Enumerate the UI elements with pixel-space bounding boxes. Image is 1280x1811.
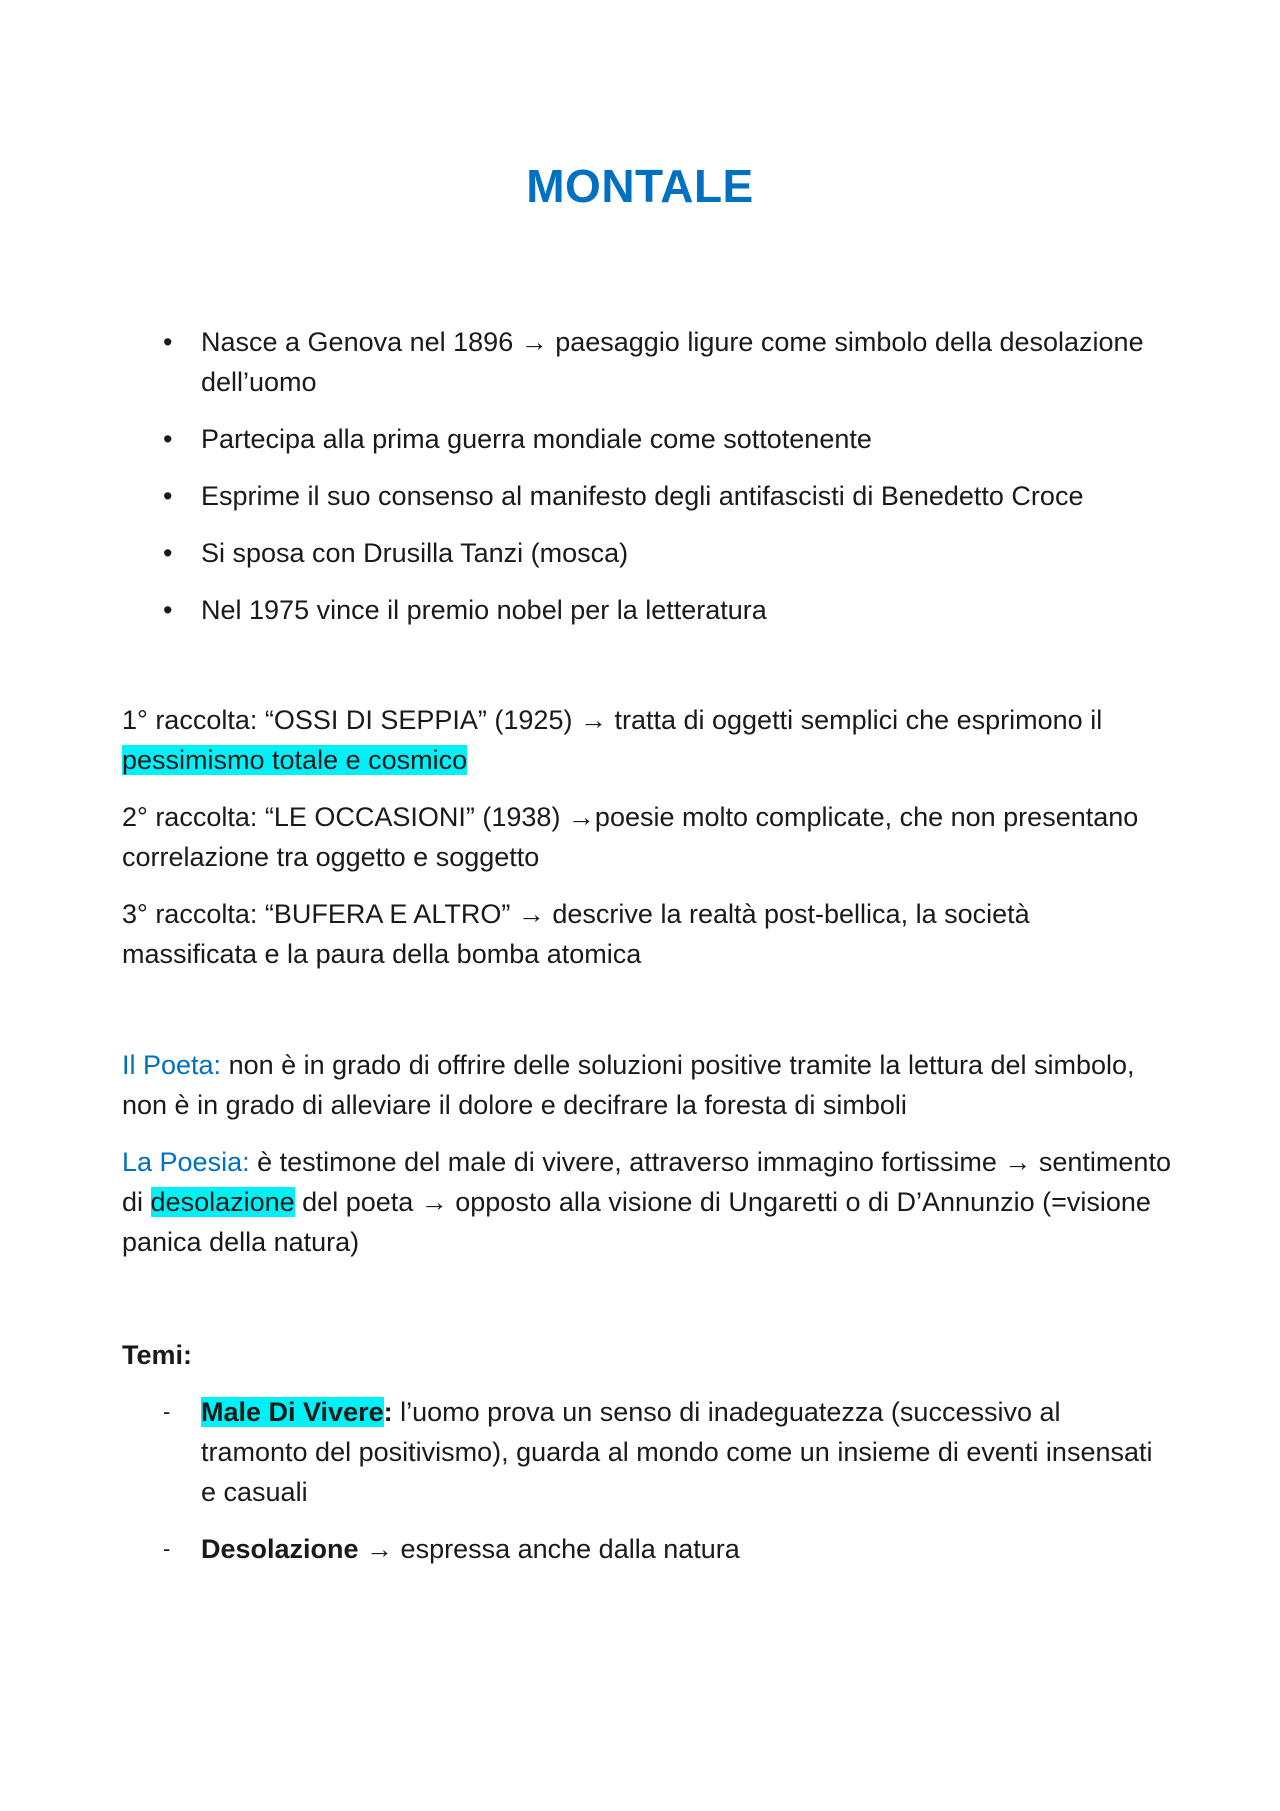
- list-item-text: Si sposa con Drusilla Tanzi (mosca): [201, 538, 629, 568]
- list-item: [163, 1529, 1173, 1569]
- list-item: [163, 476, 1173, 516]
- raccolta-first: [122, 700, 1172, 780]
- theme-name: Desolazione →: [201, 1534, 394, 1564]
- theme-colon: :: [383, 1397, 393, 1427]
- bullet-icon: •: [163, 595, 173, 625]
- themes-heading: Temi:: [122, 1340, 193, 1370]
- poesia-text-after: del poeta → opposto alla visione di Ungaretti o di D’Annunzio (=visione panica della natura): [122, 1187, 1151, 1257]
- poeta-label: Il Poeta:: [122, 1050, 222, 1080]
- theme-description: espressa anche dalla natura: [393, 1534, 740, 1564]
- themes-list: [163, 1392, 1173, 1586]
- bullet-icon: •: [163, 481, 173, 511]
- bullet-icon: •: [163, 424, 173, 454]
- list-item: [163, 322, 1173, 402]
- page-title: MONTALE: [526, 160, 754, 212]
- poeta-paragraph: [122, 1045, 1172, 1125]
- theme-name-highlight: Male Di Vivere: [201, 1397, 384, 1427]
- raccolta-third: 3° raccolta: “BUFERA E ALTRO” → descrive la realtà post-bellica, la società massificata e la paura della bomba atomica: [122, 899, 1030, 969]
- highlighted-text: pessimismo totale e cosmico: [122, 745, 468, 775]
- dash-icon: -: [163, 1399, 171, 1424]
- list-item-text: Nel 1975 vince il premio nobel per la letteratura: [201, 595, 767, 625]
- dash-icon: -: [163, 1536, 171, 1561]
- poeta-poesia-section: [122, 1045, 1172, 1279]
- list-item: [163, 533, 1173, 573]
- theme-text: [201, 1534, 740, 1564]
- raccolta-second: 2° raccolta: “LE OCCASIONI” (1938) →poesie molto complicate, che non presentano correlazione tra oggetto e soggetto: [122, 802, 1139, 872]
- poesia-label: La Poesia:: [122, 1147, 250, 1177]
- poesia-paragraph: [122, 1142, 1172, 1262]
- theme-text: [201, 1397, 1153, 1507]
- poeta-text: non è in grado di offrire delle soluzioni positive tramite la lettura del simbolo, non è in grado di alleviare il dolore e decifrare la foresta di simboli: [122, 1050, 1135, 1120]
- biography-list: [163, 322, 1173, 647]
- raccolta-first-text: 1° raccolta: “OSSI DI SEPPIA” (1925) → tratta di oggetti semplici che esprimono il: [122, 705, 1103, 735]
- list-item-text: Partecipa alla prima guerra mondiale come sottotenente: [201, 424, 872, 454]
- highlighted-text: desolazione: [150, 1187, 295, 1217]
- bullet-icon: •: [163, 327, 173, 357]
- list-item: [163, 419, 1173, 459]
- poesia-text-before: è testimone del male di vivere, attraverso immagino fortissime → sentimento di: [122, 1147, 1171, 1217]
- raccolte-section: [122, 700, 1172, 991]
- list-item-text: Esprime il suo consenso al manifesto degli antifascisti di Benedetto Croce: [201, 481, 1084, 511]
- theme-description: l’uomo prova un senso di inadeguatezza (successivo al tramonto del positivismo), guarda al mondo come un insieme di eventi insensati e casuali: [201, 1397, 1153, 1507]
- list-item: [163, 590, 1173, 630]
- list-item: [163, 1392, 1173, 1512]
- list-item-text: Nasce a Genova nel 1896 → paesaggio ligure come simbolo della desolazione dell’uomo: [201, 327, 1144, 397]
- bullet-icon: •: [163, 538, 173, 568]
